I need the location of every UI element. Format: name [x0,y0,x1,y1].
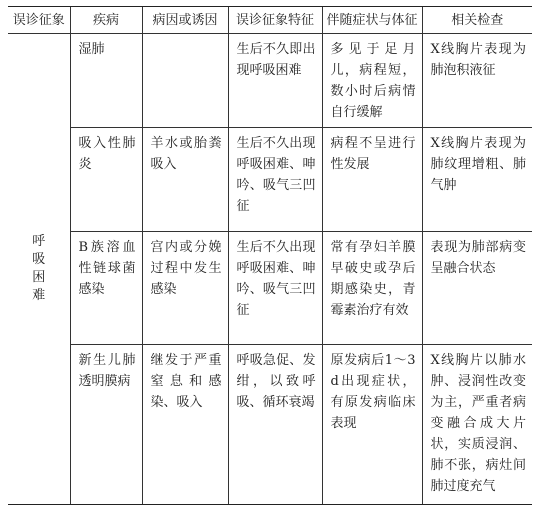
table-row [8,232,532,345]
differential-diagnosis-table [8,6,532,505]
feature-cell: 生后不久出现呼吸困难、呻吟、吸气三凹征 [236,240,316,318]
header-sign-feature: 误诊征象特征 [228,7,322,34]
header-related-exams: 相关检查 [422,7,532,34]
category-label: 呼吸困难 [32,233,46,303]
cause-cell: 羊水或胎粪吸入 [150,136,222,172]
exam-cell: X线胸片以肺水肿、浸润性改变为主，严重者病变融合成大片状，实质浸润、肺不张，病灶间肺过度充气 [430,353,526,494]
symptoms-cell: 常有孕妇羊膜早破史或孕后期感染史，青霉素治疗有效 [330,240,416,318]
symptoms-cell: 原发病后1～3d出现症状，有原发病临床表现 [330,353,416,431]
exam-cell: X线胸片表现为肺泡积液征 [430,42,526,78]
symptoms-cell: 多见于足月儿，病程短，数小时后病情自行缓解 [330,42,416,120]
exam-cell: X线胸片表现为肺纹理增粗、肺气肿 [430,136,526,193]
cause-cell: 宫内或分娩过程中发生感染 [150,240,222,297]
feature-cell: 生后不久即出现呼吸困难 [236,42,316,78]
feature-cell: 呼吸急促、发绀，以致呼吸、循环衰竭 [236,353,316,410]
table-row [8,128,532,232]
table-row [8,34,532,128]
disease-cell: B族溶血性链球菌感染 [78,240,136,297]
header-misdiagnosis-sign: 误诊征象 [8,7,70,34]
exam-cell: 表现为肺部病变呈融合状态 [430,240,526,276]
disease-cell: 新生儿肺透明膜病 [78,353,136,389]
header-disease: 疾病 [70,7,142,34]
cause-cell: 继发于严重窒息和感染、吸入 [150,353,222,410]
disease-cell: 湿肺 [78,42,105,57]
header-cause: 病因或诱因 [142,7,228,34]
category-cell [8,34,70,505]
table-row [8,345,532,505]
disease-cell: 吸入性肺炎 [78,136,136,172]
header-row [8,7,532,34]
feature-cell: 生后不久出现呼吸困难、呻吟、吸气三凹征 [236,136,316,214]
header-accompanying-symptoms: 伴随症状与体征 [322,7,422,34]
symptoms-cell: 病程不呈进行性发展 [330,136,416,172]
